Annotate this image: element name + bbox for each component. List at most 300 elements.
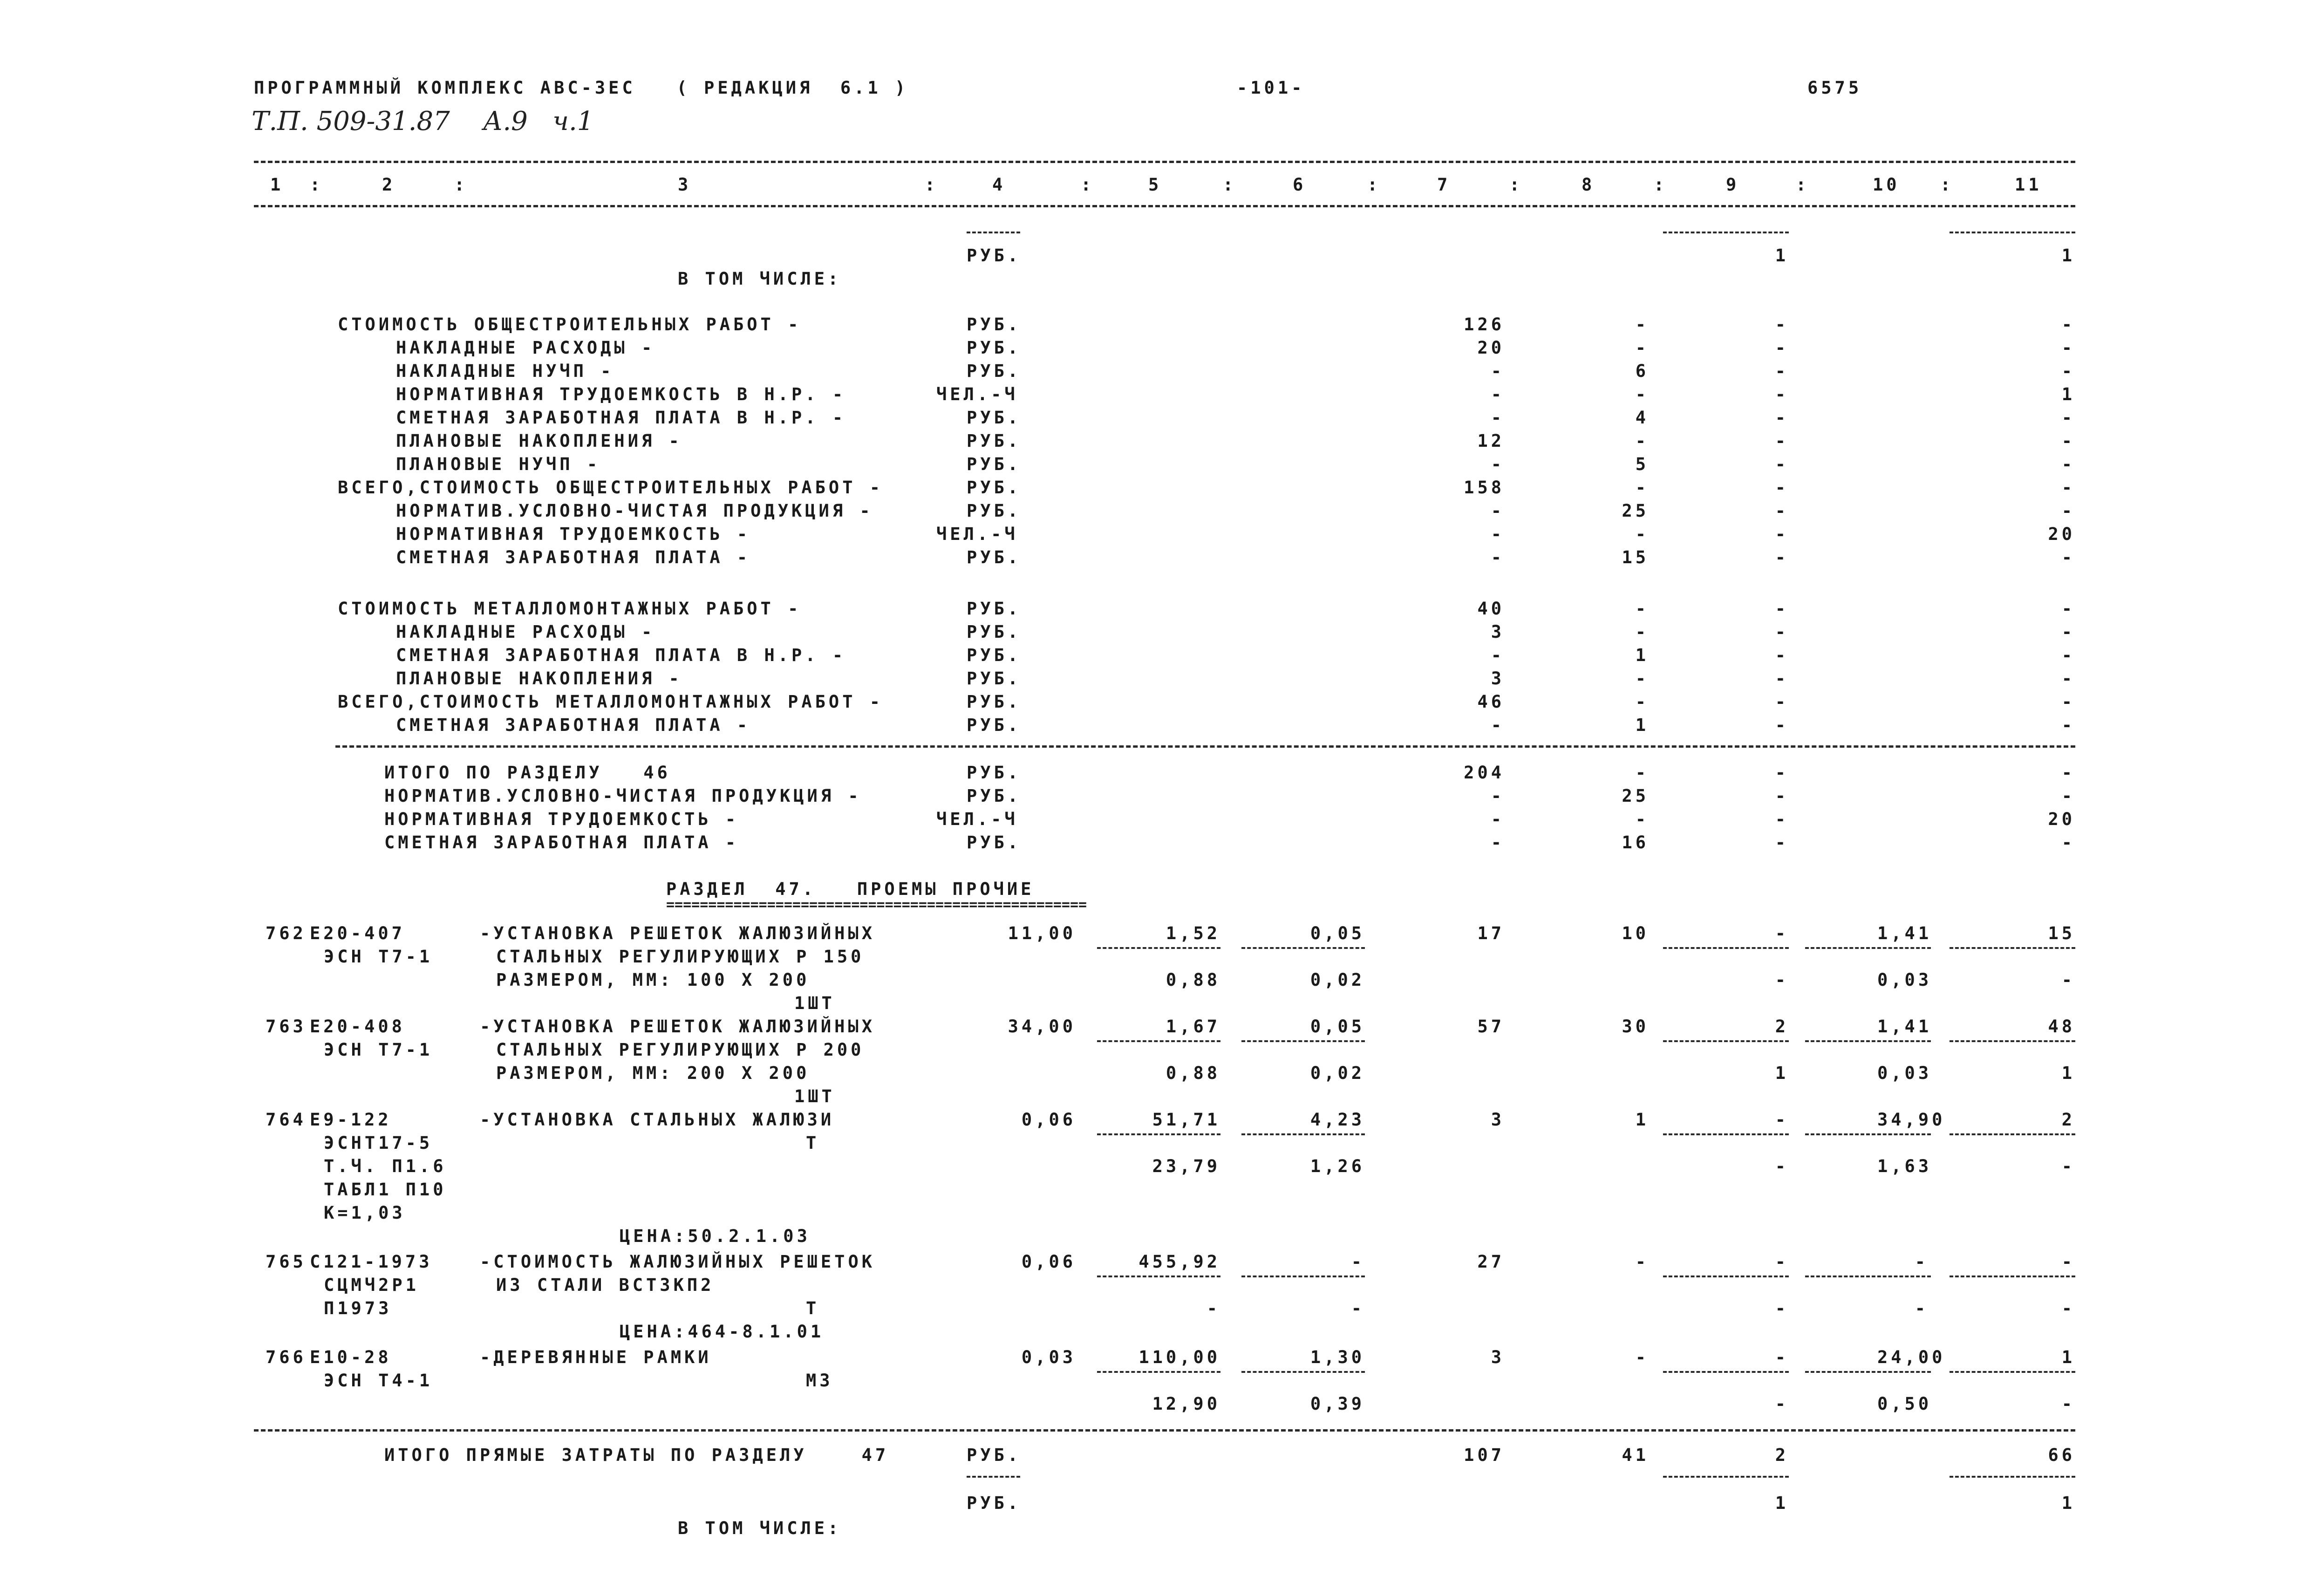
item-c7: 3 — [1491, 1347, 1505, 1367]
item-c6-sub: 0,02 — [1310, 1063, 1365, 1083]
item-price: ЦЕНА:464-8.1.01 — [620, 1322, 825, 1342]
item-c9: - — [1775, 923, 1789, 943]
item-c7: 57 — [1477, 1016, 1505, 1037]
item-base: ЭСН Т4-1 — [324, 1371, 433, 1391]
item-c11-sub: - — [2061, 1298, 2075, 1318]
item-c10: 24,00 — [1877, 1347, 1946, 1367]
metal-row-c7: 46 — [1477, 692, 1505, 712]
total-unit-rule — [967, 1476, 1020, 1478]
metal-row-c9: - — [1775, 715, 1789, 735]
item-code: Е9-122 — [310, 1110, 392, 1130]
section46-row-label: СМЕТНАЯ ЗАРАБОТНАЯ ПЛАТА - — [384, 832, 739, 853]
column-number-1: 1 — [270, 175, 284, 195]
item-number: 766 — [266, 1347, 307, 1367]
item-c6-sub: 0,02 — [1310, 970, 1365, 990]
column-number-8: 8 — [1582, 175, 1595, 195]
item-c5-rule — [1097, 1040, 1220, 1042]
item-c6-sub: 0,39 — [1310, 1394, 1365, 1414]
metal-row-c11: - — [2061, 645, 2075, 665]
metal-row-unit: РУБ. — [967, 599, 1022, 619]
section46-row-unit: ЧЕЛ.-Ч — [936, 809, 1018, 829]
item-c9-sub: - — [1775, 1298, 1789, 1318]
general-row-c8: 15 — [1622, 547, 1649, 567]
general-row-c8: - — [1635, 524, 1649, 544]
column-separator: : — [925, 175, 939, 195]
general-row-c9: - — [1775, 338, 1789, 358]
general-row-c8: - — [1635, 338, 1649, 358]
metal-row-unit: РУБ. — [967, 645, 1022, 665]
item-note: ТАБЛ1 П10 — [324, 1180, 447, 1200]
general-row-c9: - — [1775, 547, 1789, 567]
general-row-label: СМЕТНАЯ ЗАРАБОТНАЯ ПЛАТА - — [396, 547, 751, 567]
summary-unit: РУБ. — [967, 246, 1022, 266]
section46-row-c11: - — [2061, 786, 2075, 806]
general-row-c11: - — [2061, 361, 2075, 381]
general-row-unit: РУБ. — [967, 501, 1022, 521]
section46-row-unit: РУБ. — [967, 786, 1022, 806]
item-c10: 34,90 — [1877, 1110, 1946, 1130]
total-c11-rule — [1950, 1476, 2075, 1478]
section46-row-c8: - — [1635, 763, 1649, 783]
metal-row-unit: РУБ. — [967, 622, 1022, 642]
item-c9-rule — [1663, 1371, 1789, 1373]
section-47-title: РАЗДЕЛ 47. ПРОЕМЫ ПРОЧИЕ — [666, 879, 1035, 899]
general-row-c7: - — [1491, 547, 1505, 567]
column-number-11: 11 — [2015, 175, 2042, 195]
general-row-c8: 4 — [1635, 408, 1649, 428]
section46-row-c9: - — [1775, 763, 1789, 783]
general-row-c8: 25 — [1622, 501, 1649, 521]
general-row-unit: РУБ. — [967, 547, 1022, 567]
document-code: 6575 — [1807, 78, 1862, 98]
c9-rule — [1663, 232, 1789, 233]
metal-row-c9: - — [1775, 668, 1789, 689]
item-c5-rule — [1097, 1371, 1220, 1373]
general-row-c7: 158 — [1464, 477, 1505, 498]
item-c9-rule — [1663, 1040, 1789, 1042]
item-c10-sub: 1,63 — [1877, 1156, 1932, 1176]
general-row-c11: - — [2061, 431, 2075, 451]
item-c9-rule — [1663, 1133, 1789, 1135]
section46-row-c8: - — [1635, 809, 1649, 829]
item-number: 764 — [266, 1110, 307, 1130]
general-row-label: ПЛАНОВЫЕ НАКОПЛЕНИЯ - — [396, 431, 682, 451]
item-c5: 455,92 — [1138, 1252, 1220, 1272]
item-c9: - — [1775, 1110, 1789, 1130]
general-row-c11: - — [2061, 338, 2075, 358]
section46-row-c9: - — [1775, 832, 1789, 853]
item-c6-rule — [1241, 1371, 1365, 1373]
general-row-unit: РУБ. — [967, 431, 1022, 451]
item-description: СТАЛЬНЫХ РЕГУЛИРУЮЩИХ Р 200 — [496, 1040, 865, 1060]
metal-row-label: СМЕТНАЯ ЗАРАБОТНАЯ ПЛАТА - — [396, 715, 751, 735]
item-c5-rule — [1097, 947, 1220, 949]
item-c10-rule — [1805, 1133, 1931, 1135]
column-number-10: 10 — [1873, 175, 1900, 195]
section46-row-c11: - — [2061, 832, 2075, 853]
metal-row-c7: - — [1491, 645, 1505, 665]
column-separator: : — [1940, 175, 1954, 195]
item-c6: 0,05 — [1310, 1016, 1365, 1037]
item-c5: 1,67 — [1166, 1016, 1220, 1037]
general-row-c11: - — [2061, 547, 2075, 567]
unit-rule — [967, 232, 1020, 233]
metal-row-c7: 3 — [1491, 668, 1505, 689]
general-row-c7: - — [1491, 454, 1505, 474]
total-47b-c11: 1 — [2061, 1493, 2075, 1513]
column-separator: : — [1081, 175, 1095, 195]
metal-row-label: НАКЛАДНЫЕ РАСХОДЫ - — [396, 622, 655, 642]
item-c8: - — [1635, 1252, 1649, 1272]
item-c5: 110,00 — [1138, 1347, 1220, 1367]
header-bottom-rule — [254, 205, 2075, 207]
general-row-unit: РУБ. — [967, 477, 1022, 498]
item-unit: М3 — [806, 1371, 833, 1391]
item-c5-sub: 12,90 — [1152, 1394, 1220, 1414]
total-47b-c9: 1 — [1775, 1493, 1789, 1513]
item-price: ЦЕНА:50.2.1.03 — [620, 1226, 811, 1246]
item-c11-sub: - — [2061, 970, 2075, 990]
item-note: К=1,03 — [324, 1203, 406, 1223]
metal-row-unit: РУБ. — [967, 715, 1022, 735]
general-row-unit: ЧЕЛ.-Ч — [936, 384, 1018, 404]
total-47-c7: 107 — [1464, 1445, 1505, 1465]
general-row-unit: РУБ. — [967, 361, 1022, 381]
column-number-6: 6 — [1293, 175, 1307, 195]
metal-row-c8: 1 — [1635, 645, 1649, 665]
item-c7: 3 — [1491, 1110, 1505, 1130]
item-description: -УСТАНОВКА СТАЛЬНЫХ ЖАЛЮЗИ — [480, 1110, 835, 1130]
metal-row-c11: - — [2061, 668, 2075, 689]
item-c11-rule — [1950, 1275, 2075, 1277]
program-header: ПРОГРАММНЫЙ КОМПЛЕКС АВС-3ЕС ( РЕДАКЦИЯ 6.1 ) — [254, 78, 909, 98]
item-code: Е20-407 — [310, 923, 405, 943]
general-row-c11: - — [2061, 408, 2075, 428]
item-c9-rule — [1663, 1275, 1789, 1277]
column-separator: : — [1796, 175, 1810, 195]
item-unit: Т — [806, 1298, 820, 1318]
item-quantity: 0,06 — [1021, 1110, 1076, 1130]
metal-row-c11: - — [2061, 599, 2075, 619]
metal-row-c8: 1 — [1635, 715, 1649, 735]
general-row-unit: ЧЕЛ.-Ч — [936, 524, 1018, 544]
general-row-c11: - — [2061, 501, 2075, 521]
item-c7: 17 — [1477, 923, 1505, 943]
item-c8: 1 — [1635, 1110, 1649, 1130]
item-c7: 27 — [1477, 1252, 1505, 1272]
item-c10: - — [1915, 1252, 1929, 1272]
metal-row-label: СТОИМОСТЬ МЕТАЛЛОМОНТАЖНЫХ РАБОТ - — [338, 599, 802, 619]
general-row-c8: - — [1635, 431, 1649, 451]
item-quantity: 0,03 — [1021, 1347, 1076, 1367]
general-row-c9: - — [1775, 408, 1789, 428]
metal-row-label: ПЛАНОВЫЕ НАКОПЛЕНИЯ - — [396, 668, 682, 689]
total-47-c11: 66 — [2048, 1445, 2075, 1465]
item-c8: 30 — [1622, 1016, 1649, 1037]
item-description: РАЗМЕРОМ, ММ: 200 Х 200 — [496, 1063, 810, 1083]
metal-row-label: СМЕТНАЯ ЗАРАБОТНАЯ ПЛАТА В Н.Р. - — [396, 645, 846, 665]
item-c9: - — [1775, 1252, 1789, 1272]
general-row-c9: - — [1775, 524, 1789, 544]
item-c6: 1,30 — [1310, 1347, 1365, 1367]
item-base: ЭСНТ17-5 — [324, 1133, 433, 1153]
item-c8: 10 — [1622, 923, 1649, 943]
item-c10-rule — [1805, 1040, 1931, 1042]
general-row-c11: - — [2061, 454, 2075, 474]
item-c5-sub: 0,88 — [1166, 970, 1220, 990]
item-number: 762 — [266, 923, 307, 943]
item-c6-rule — [1241, 947, 1365, 949]
general-row-c8: 6 — [1635, 361, 1649, 381]
item-c6: 4,23 — [1310, 1110, 1365, 1130]
general-row-label: НАКЛАДНЫЕ РАСХОДЫ - — [396, 338, 655, 358]
general-row-c7: - — [1491, 408, 1505, 428]
metal-row-c9: - — [1775, 622, 1789, 642]
general-row-c9: - — [1775, 314, 1789, 334]
item-c5: 51,71 — [1152, 1110, 1220, 1130]
item-c10-sub: 0,03 — [1877, 970, 1932, 990]
header-top-rule — [254, 161, 2075, 163]
page-number: -101- — [1237, 78, 1305, 98]
including-label: В ТОМ ЧИСЛЕ: — [678, 269, 842, 289]
general-row-c7: 12 — [1477, 431, 1505, 451]
item-c11-rule — [1950, 1371, 2075, 1373]
item-c10-sub: - — [1915, 1298, 1929, 1318]
general-row-c11: 20 — [2048, 524, 2075, 544]
section46-row-unit: РУБ. — [967, 832, 1022, 853]
item-c6-sub: - — [1351, 1298, 1365, 1318]
general-row-c8: - — [1635, 314, 1649, 334]
item-c11-sub: - — [2061, 1156, 2075, 1176]
summary-c11: 1 — [2061, 246, 2075, 266]
section46-row-c9: - — [1775, 786, 1789, 806]
item-code: Е10-28 — [310, 1347, 392, 1367]
general-row-c7: 20 — [1477, 338, 1505, 358]
general-row-unit: РУБ. — [967, 314, 1022, 334]
metal-row-c11: - — [2061, 692, 2075, 712]
item-c6-rule — [1241, 1275, 1365, 1277]
metal-row-c7: 3 — [1491, 622, 1505, 642]
item-base: ЭСН Т7-1 — [324, 947, 433, 967]
general-row-c8: - — [1635, 384, 1649, 404]
item-code: Е20-408 — [310, 1016, 405, 1037]
general-row-label: ВСЕГО,СТОИМОСТЬ ОБЩЕСТРОИТЕЛЬНЫХ РАБОТ - — [338, 477, 884, 498]
metal-row-c9: - — [1775, 692, 1789, 712]
item-c10-rule — [1805, 1371, 1931, 1373]
section-47-bottom-rule — [254, 1429, 2075, 1432]
item-number: 763 — [266, 1016, 307, 1037]
item-c10-sub: 0,50 — [1877, 1394, 1932, 1414]
item-c11: 2 — [2061, 1110, 2075, 1130]
section46-row-c8: 16 — [1622, 832, 1649, 853]
general-row-label: НАКЛАДНЫЕ НУЧП - — [396, 361, 614, 381]
item-c6-rule — [1241, 1040, 1365, 1042]
section46-row-c7: - — [1491, 809, 1505, 829]
total-47b-unit: РУБ. — [967, 1493, 1022, 1513]
column-separator: : — [1509, 175, 1523, 195]
item-c6: - — [1351, 1252, 1365, 1272]
item-c9: - — [1775, 1347, 1789, 1367]
item-c11-sub: - — [2061, 1394, 2075, 1414]
item-quantity: 0,06 — [1021, 1252, 1076, 1272]
general-row-c7: 126 — [1464, 314, 1505, 334]
metal-row-c7: 40 — [1477, 599, 1505, 619]
metal-row-c11: - — [2061, 622, 2075, 642]
general-row-c7: - — [1491, 384, 1505, 404]
item-base: ЭСН Т7-1 — [324, 1040, 433, 1060]
item-c5: 1,52 — [1166, 923, 1220, 943]
item-c11: 15 — [2048, 923, 2075, 943]
metal-row-c11: - — [2061, 715, 2075, 735]
section46-row-c11: - — [2061, 763, 2075, 783]
item-c5-sub: - — [1207, 1298, 1220, 1318]
item-number: 765 — [266, 1252, 307, 1272]
item-base: СЦМЧ2Р1 — [324, 1275, 419, 1295]
total-47-unit: РУБ. — [967, 1445, 1022, 1465]
item-c11-sub: 1 — [2061, 1063, 2075, 1083]
column-separator: : — [310, 175, 324, 195]
section46-row-c8: 25 — [1622, 786, 1649, 806]
item-c10-sub: 0,03 — [1877, 1063, 1932, 1083]
total-47-c9: 2 — [1775, 1445, 1789, 1465]
general-row-c9: - — [1775, 384, 1789, 404]
general-row-c9: - — [1775, 431, 1789, 451]
metal-row-c9: - — [1775, 599, 1789, 619]
item-description: РАЗМЕРОМ, ММ: 100 Х 200 — [496, 970, 810, 990]
item-unit: Т — [806, 1133, 820, 1153]
item-c11: - — [2061, 1252, 2075, 1272]
general-row-c7: - — [1491, 361, 1505, 381]
metal-row-label: ВСЕГО,СТОИМОСТЬ МЕТАЛЛОМОНТАЖНЫХ РАБОТ - — [338, 692, 884, 712]
summary-c9: 1 — [1775, 246, 1789, 266]
item-c10: 1,41 — [1877, 923, 1932, 943]
item-c5-sub: 0,88 — [1166, 1063, 1220, 1083]
item-description: -СТОИМОСТЬ ЖАЛЮЗИЙНЫХ РЕШЕТОК — [480, 1252, 876, 1272]
item-c11-rule — [1950, 947, 2075, 949]
general-row-c9: - — [1775, 454, 1789, 474]
section46-row-c9: - — [1775, 809, 1789, 829]
general-row-label: НОРМАТИВ.УСЛОВНО-ЧИСТАЯ ПРОДУКЦИЯ - — [396, 501, 873, 521]
item-c9-sub: - — [1775, 970, 1789, 990]
column-number-9: 9 — [1726, 175, 1740, 195]
item-description: СТАЛЬНЫХ РЕГУЛИРУЮЩИХ Р 150 — [496, 947, 865, 967]
item-c11-rule — [1950, 1133, 2075, 1135]
metal-row-c8: - — [1635, 622, 1649, 642]
metal-row-c8: - — [1635, 668, 1649, 689]
section46-row-label: НОРМАТИВ.УСЛОВНО-ЧИСТАЯ ПРОДУКЦИЯ - — [384, 786, 862, 806]
item-c5-rule — [1097, 1275, 1220, 1277]
handwritten-note: Т.П. 509-31.87 А.9 ч.1 — [252, 106, 594, 136]
section46-row-c7: - — [1491, 832, 1505, 853]
general-row-unit: РУБ. — [967, 338, 1022, 358]
general-row-unit: РУБ. — [967, 454, 1022, 474]
item-c5-sub: 23,79 — [1152, 1156, 1220, 1176]
item-c6-rule — [1241, 1133, 1365, 1135]
item-c10-rule — [1805, 1275, 1931, 1277]
item-unit: 1ШТ — [794, 993, 835, 1013]
total-47-label: ИТОГО ПРЯМЫЕ ЗАТРАТЫ ПО РАЗДЕЛУ 47 — [384, 1445, 889, 1465]
section46-row-label: ИТОГО ПО РАЗДЕЛУ 46 — [384, 763, 671, 783]
item-c8: - — [1635, 1347, 1649, 1367]
general-row-label: СТОИМОСТЬ ОБЩЕСТРОИТЕЛЬНЫХ РАБОТ - — [338, 314, 802, 334]
item-c9-sub: 1 — [1775, 1063, 1789, 1083]
metal-row-unit: РУБ. — [967, 692, 1022, 712]
item-c9-rule — [1663, 947, 1789, 949]
general-row-c11: 1 — [2061, 384, 2075, 404]
section46-row-unit: РУБ. — [967, 763, 1022, 783]
item-c11: 1 — [2061, 1347, 2075, 1367]
item-c9-sub: - — [1775, 1156, 1789, 1176]
metal-row-unit: РУБ. — [967, 668, 1022, 689]
section46-row-c7: - — [1491, 786, 1505, 806]
total-c9-rule — [1663, 1476, 1789, 1478]
general-row-c8: - — [1635, 477, 1649, 498]
general-row-unit: РУБ. — [967, 408, 1022, 428]
c11-rule — [1950, 232, 2075, 233]
general-row-label: НОРМАТИВНАЯ ТРУДОЕМКОСТЬ - — [396, 524, 751, 544]
item-c11-rule — [1950, 1040, 2075, 1042]
item-note: Т.Ч. П1.6 — [324, 1156, 447, 1176]
item-c10-rule — [1805, 947, 1931, 949]
general-row-c9: - — [1775, 361, 1789, 381]
item-c10: 1,41 — [1877, 1016, 1932, 1037]
item-c6: 0,05 — [1310, 923, 1365, 943]
item-description: ИЗ СТАЛИ ВСТ3КП2 — [496, 1275, 715, 1295]
item-quantity: 11,00 — [1008, 923, 1076, 943]
general-row-c7: - — [1491, 524, 1505, 544]
metal-row-c8: - — [1635, 599, 1649, 619]
column-separator: : — [454, 175, 468, 195]
item-c9: 2 — [1775, 1016, 1789, 1037]
item-c5-rule — [1097, 1133, 1220, 1135]
column-separator: : — [1367, 175, 1381, 195]
item-code: С121-1973 — [310, 1252, 433, 1272]
item-note: П1973 — [324, 1298, 392, 1318]
general-row-c11: - — [2061, 314, 2075, 334]
item-c6-sub: 1,26 — [1310, 1156, 1365, 1176]
general-row-label: СМЕТНАЯ ЗАРАБОТНАЯ ПЛАТА В Н.Р. - — [396, 408, 846, 428]
item-description: -УСТАНОВКА РЕШЕТОК ЖАЛЮЗИЙНЫХ — [480, 1016, 876, 1037]
section46-row-c11: 20 — [2048, 809, 2075, 829]
general-row-c8: 5 — [1635, 454, 1649, 474]
column-number-3: 3 — [678, 175, 692, 195]
column-number-4: 4 — [992, 175, 1006, 195]
section-47-underline: ================================================== — [666, 897, 1087, 913]
metal-row-c9: - — [1775, 645, 1789, 665]
item-description: -УСТАНОВКА РЕШЕТОК ЖАЛЮЗИЙНЫХ — [480, 923, 876, 943]
item-c9-sub: - — [1775, 1394, 1789, 1414]
general-row-c9: - — [1775, 477, 1789, 498]
column-number-7: 7 — [1437, 175, 1451, 195]
column-number-2: 2 — [382, 175, 396, 195]
item-quantity: 34,00 — [1008, 1016, 1076, 1037]
total-47b-label: В ТОМ ЧИСЛЕ: — [678, 1518, 842, 1538]
metal-row-c7: - — [1491, 715, 1505, 735]
section-46-rule — [335, 745, 2075, 748]
item-c11: 48 — [2048, 1016, 2075, 1037]
general-row-label: НОРМАТИВНАЯ ТРУДОЕМКОСТЬ В Н.Р. - — [396, 384, 846, 404]
general-row-label: ПЛАНОВЫЕ НУЧП - — [396, 454, 601, 474]
section46-row-label: НОРМАТИВНАЯ ТРУДОЕМКОСТЬ - — [384, 809, 739, 829]
total-47-c8: 41 — [1622, 1445, 1649, 1465]
section46-row-c7: 204 — [1464, 763, 1505, 783]
general-row-c9: - — [1775, 501, 1789, 521]
column-separator: : — [1654, 175, 1668, 195]
metal-row-c8: - — [1635, 692, 1649, 712]
item-unit: 1ШТ — [794, 1086, 835, 1106]
general-row-c7: - — [1491, 501, 1505, 521]
column-number-5: 5 — [1148, 175, 1162, 195]
